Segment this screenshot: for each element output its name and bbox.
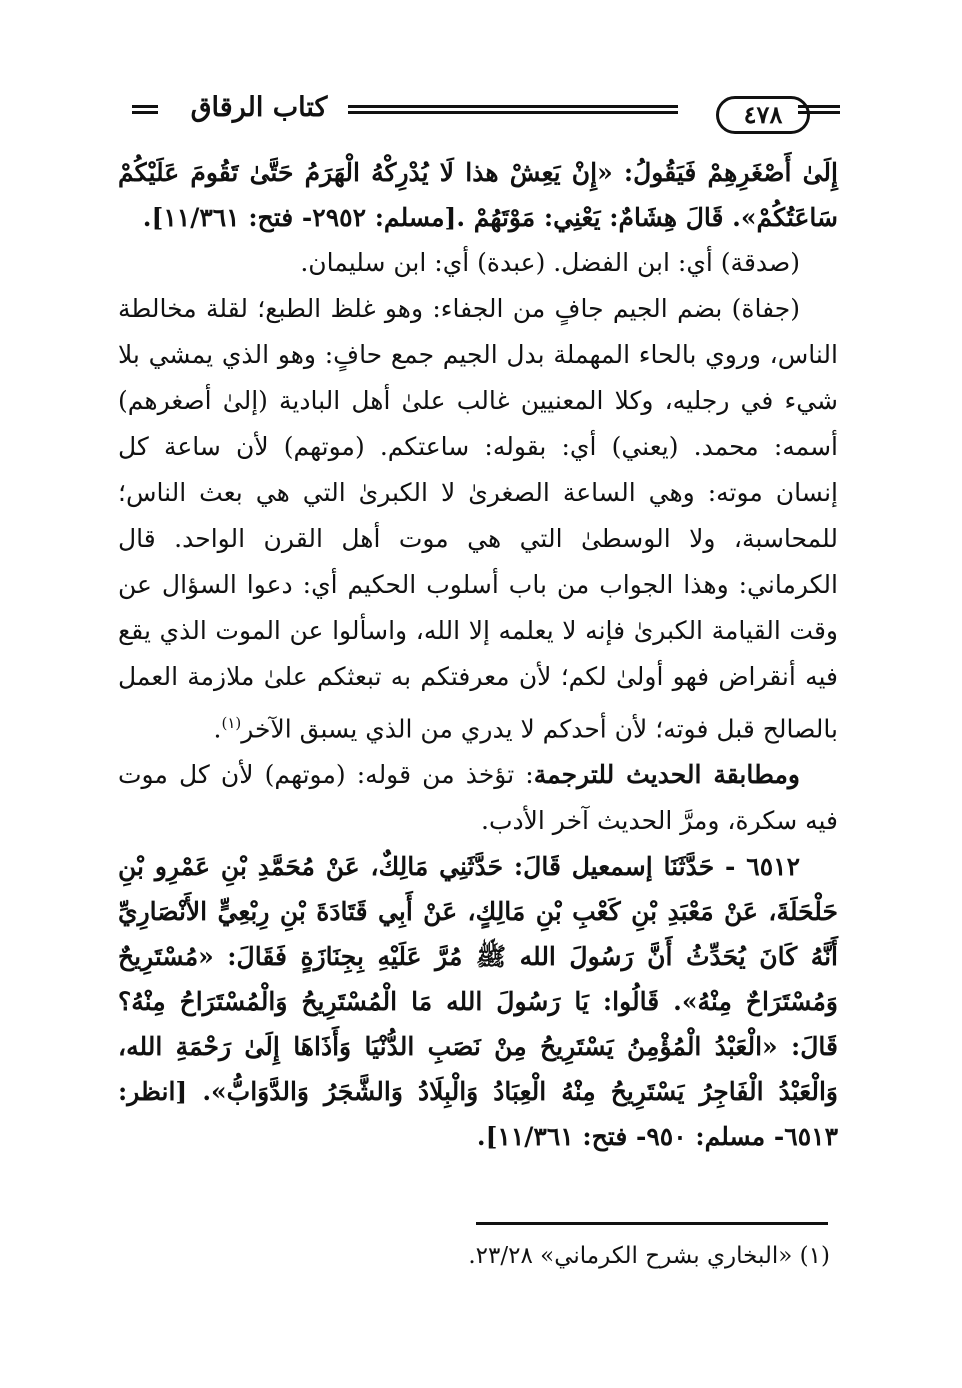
commentary-explanation <box>118 286 838 752</box>
matching-heading: ومطابقة الحديث للترجمة <box>533 760 800 790</box>
header-rule-middle <box>348 105 678 114</box>
book-title: كتاب الرقاق <box>190 92 328 123</box>
matching-text: : تؤخذ من قوله: (موتهم) لأن كل موت فيه سكرة، ومرَّ الحديث آخر الأدب. <box>118 760 838 836</box>
hadith-6512: ٦٥١٢ - حَدَّثَنَا إسمعيل قَالَ: حَدَّثَنِي مَالِكٌ، عَنْ مُحَمَّدِ بْنِ عَمْرِو بْنِ حَلْحَلَةَ، عَنْ مَعْبَدِ بْنِ كَعْبِ بْنِ مَالِكٍ، عَنْ أَبِي قَتَادَةَ بْنِ رِبْعِيٍّ الأَنْصَارِيِّ أَنَّهُ كَانَ يُحَدِّثُ أَنَّ رَسُولَ الله ﷺ مُرَّ عَلَيْهِ بِجِنَازَةٍ فَقَالَ: «مُسْتَرِيحٌ وَمُسْتَرَاحٌ مِنْهُ». قَالُوا: يَا رَسُولَ الله مَا الْمُسْتَرِيحُ وَالْمُسْتَرَاحُ مِنْهُ؟ قَالَ: «الْعَبْدُ الْمُؤْمِنُ يَسْتَرِيحُ مِنْ نَصَبِ الدُّنْيَا وَأَذَاهَا إِلَىٰ رَحْمَةِ الله، وَالْعَبْدُ الْفَاجِرُ يَسْتَرِيحُ مِنْهُ الْعِبَادُ وَالْبِلَادُ وَالشَّجَرُ وَالدَّوَابُّ». [انظر: ٦٥١٣- مسلم: ٩٥٠- فتح: ١١/٣٦١]. <box>118 852 838 1152</box>
header-rule-left-short <box>132 105 158 114</box>
hadith-continuation: إِلَىٰ أَصْغَرِهِمْ فَيَقُولُ: «إِنْ يَعِشْ هذا لَا يُدْرِكْهُ الْهَرَمُ حَتَّىٰ تَقُومَ عَلَيْكُمْ سَاعَتُكُمْ». قَالَ هِشَامٌ: يَعْنِي: مَوْتَهُمْ .[مسلم: ٢٩٥٢- فتح: ١١/٣٦١]. <box>118 158 838 232</box>
footnote: (١) «البخاري بشرح الكرماني» ٢٣/٢٨. <box>468 1243 830 1269</box>
footnote-ref: (١) <box>221 714 242 732</box>
commentary-matching <box>118 752 838 844</box>
footnote-separator <box>476 1222 828 1225</box>
page-number: ٤٧٨ <box>716 96 810 134</box>
header-rule-right <box>798 105 840 114</box>
running-header <box>118 92 840 144</box>
commentary-end: . <box>213 714 222 744</box>
commentary-text: (جفاة) بضم الجيم جافٍ من الجفاء: وهو غلظ الطبع؛ لقلة مخالطة الناس، وروي بالحاء المهملة بدل الجيم جمع حافٍ: وهو الذي يمشي بلا شيء في رجليه، وكلا المعنيين غالب علىٰ أهل البادية (إلىٰ أصغرهم) أسمه: محمد. (يعني) أي: بقوله: ساعتكم. (موتهم) لأن ساعة كل إنسان موته: وهي الساعة الصغرىٰ لا الكبرىٰ التي هي بعث الناس؛ للمحاسبة، ولا الوسطىٰ التي هي موت أهل القرن الواحد. قال الكرماني: وهذا الجواب من باب أسلوب الحكيم أي: دعوا السؤال عن وقت القيامة الكبرىٰ فإنه لا يعلمه إلا الله، واسألوا عن الموت الذي يقع فيه أنقراض فهو أولىٰ لكم؛ لأن معرفتكم به تبعثكم علىٰ ملازمة العمل بالصالح قبل فوته؛ لأن أحدكم لا يدري من الذي يسبق الآخر <box>118 294 838 744</box>
page-body <box>118 150 838 1159</box>
commentary-names: (صدقة) أي: ابن الفضل. (عبدة) أي: ابن سليمان. <box>300 248 800 277</box>
